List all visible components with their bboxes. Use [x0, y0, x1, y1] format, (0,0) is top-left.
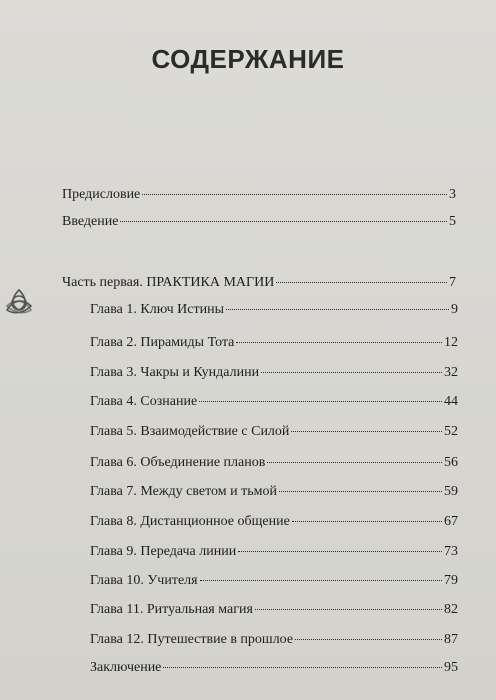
toc-entry: [90, 544, 458, 560]
dot-leader: [295, 639, 442, 640]
toc-entry-page: 12: [444, 335, 458, 350]
toc-entry: [62, 275, 456, 291]
dot-leader: [267, 462, 442, 463]
toc-entry-page: 3: [449, 187, 456, 202]
toc-entry-title: Глава 11. Ритуальная магия: [90, 602, 253, 617]
toc-entry-title: Глава 2. Пирамиды Тота: [90, 335, 235, 350]
toc-entry: [90, 302, 458, 318]
toc-entry: [90, 335, 458, 351]
toc-entry-page: 73: [444, 544, 458, 559]
toc-entry: [90, 602, 458, 618]
toc-entry-page: 59: [444, 484, 458, 499]
toc-entry-page: 32: [444, 365, 458, 380]
dot-leader: [276, 282, 447, 283]
toc-entry-page: 67: [444, 514, 458, 529]
toc-entry-title: Глава 10. Учителя: [90, 573, 198, 588]
toc-entry-page: 9: [451, 302, 458, 317]
dot-leader: [238, 551, 442, 552]
toc-entry-title: Глава 8. Дистанционное общение: [90, 514, 290, 529]
toc-entry-title: Глава 7. Между светом и тьмой: [90, 484, 277, 499]
toc-entry: [90, 632, 458, 648]
dot-leader: [200, 580, 442, 581]
toc-entry-page: 56: [444, 455, 458, 470]
toc-entry-title: Глава 1. Ключ Истины: [90, 302, 225, 317]
toc-entry: [90, 484, 458, 500]
dot-leader: [261, 372, 442, 373]
page-title: СОДЕРЖАНИЕ: [151, 44, 345, 74]
toc-entry-page: 82: [444, 602, 458, 617]
dot-leader: [292, 521, 442, 522]
dot-leader: [255, 609, 442, 610]
toc-entry-page: 79: [444, 573, 458, 588]
toc-entry-title: Глава 9. Передача линии: [90, 544, 237, 559]
toc-entry-page: 5: [449, 214, 456, 229]
toc-entry-page: 95: [444, 660, 458, 675]
toc-entry-title: Введение: [62, 214, 119, 229]
toc-entry-page: 44: [444, 394, 458, 409]
toc-entry: [90, 455, 458, 471]
toc-entry: [90, 365, 458, 381]
toc-entry: [62, 214, 456, 230]
toc-entry: [90, 573, 458, 589]
dot-leader: [199, 401, 442, 402]
dot-leader: [279, 491, 442, 492]
toc-entry-title: Глава 12. Путешествие в прошлое: [90, 632, 294, 647]
dot-leader: [291, 431, 442, 432]
toc-entry: [90, 394, 458, 410]
toc-entry-page: 7: [449, 275, 456, 290]
toc-entry: [62, 187, 456, 203]
toc-entry-title: Глава 3. Чакры и Кундалини: [90, 365, 260, 380]
toc-entry-title: Глава 6. Объединение планов: [90, 455, 266, 470]
dot-leader: [120, 221, 447, 222]
toc-entry-page: 52: [444, 424, 458, 439]
toc-entry-title: Заключение: [90, 660, 162, 675]
toc-entry-title: Глава 5. Взаимодействие с Силой: [90, 424, 290, 439]
toc-entry-title: Предисловие: [62, 187, 141, 202]
toc-entry: [90, 660, 458, 676]
dot-leader: [236, 342, 442, 343]
toc-entry: [90, 424, 458, 440]
dot-leader: [226, 309, 449, 310]
dot-leader: [163, 667, 442, 668]
toc-entry-title: Часть первая. ПРАКТИКА МАГИИ: [62, 275, 275, 290]
toc-entry-page: 87: [444, 632, 458, 647]
toc-entry: [90, 514, 458, 530]
dot-leader: [142, 194, 447, 195]
toc-entry-title: Глава 4. Сознание: [90, 394, 198, 409]
